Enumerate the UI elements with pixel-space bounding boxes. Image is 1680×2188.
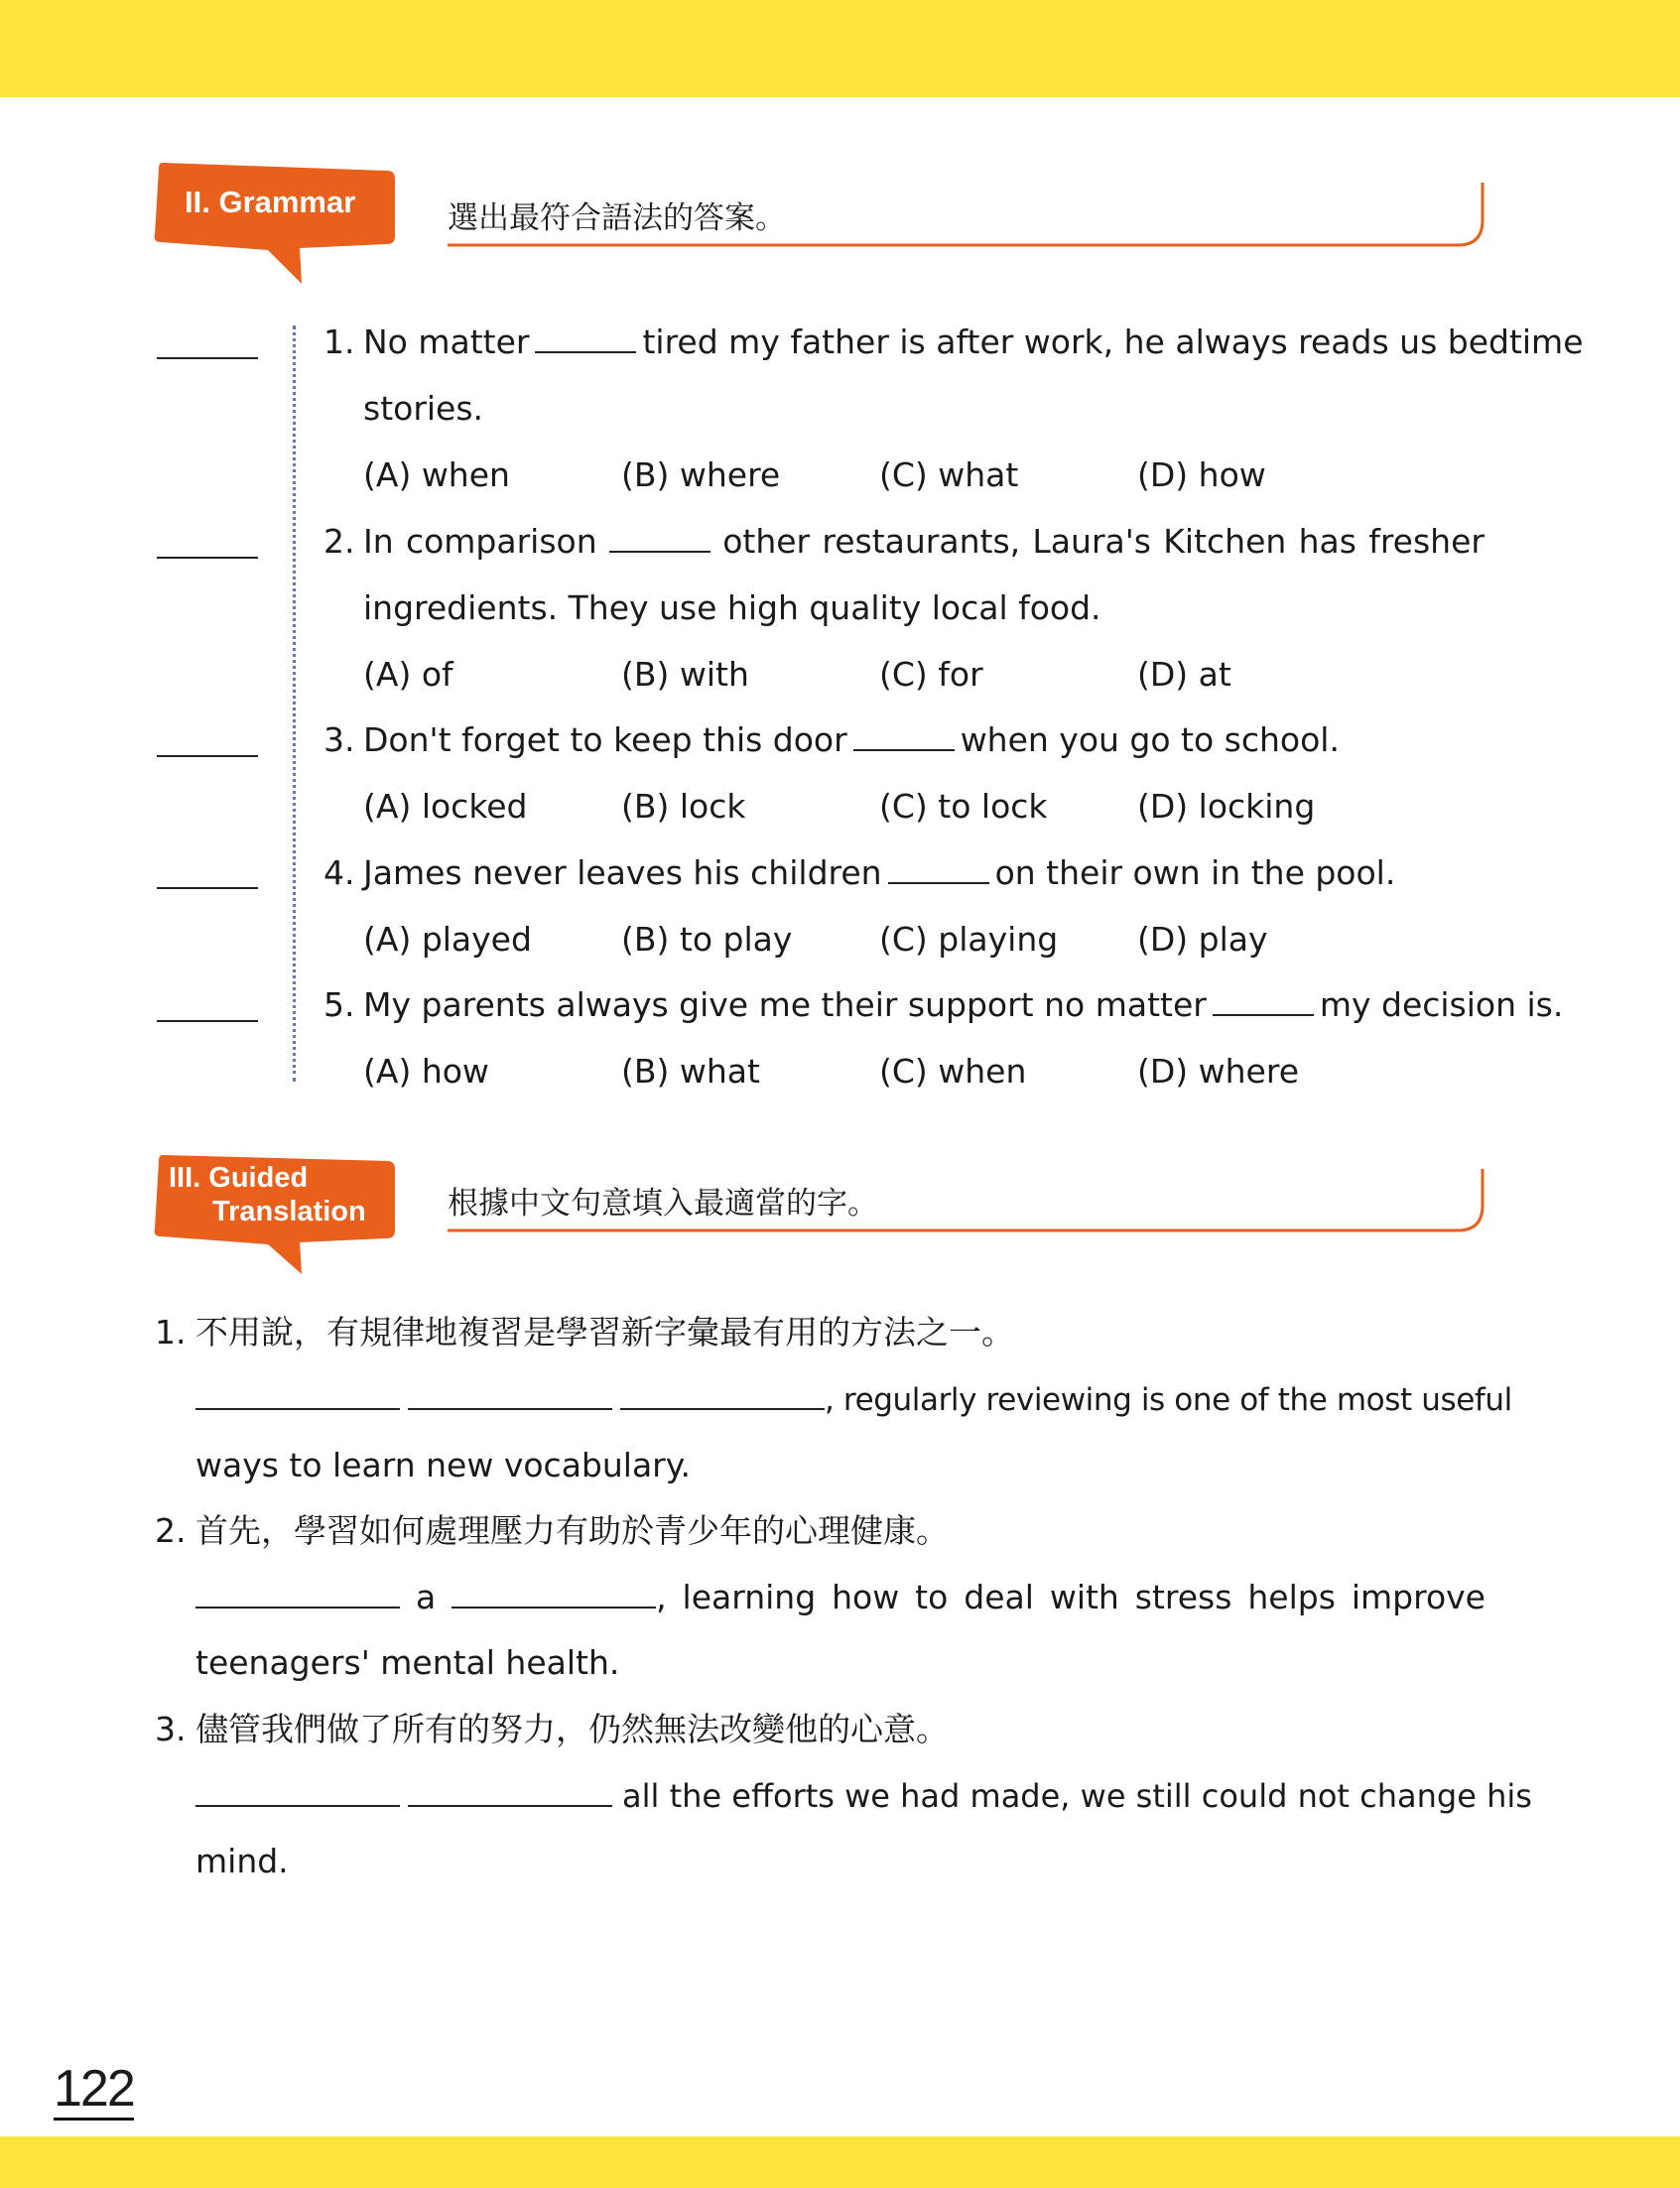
translation-tag-label-2: Translation [212, 1196, 366, 1227]
translation-text: all the efforts we had made, we still could not change his [622, 1777, 1532, 1815]
translation-3-line-1 [195, 1775, 1532, 1817]
answer-line-3[interactable] [157, 755, 258, 757]
question-text: other [722, 522, 811, 561]
option-c[interactable]: (C) to lock [879, 787, 1048, 826]
option-a[interactable]: (A) locked [363, 787, 528, 826]
fill-in-blank[interactable] [535, 322, 636, 353]
page-number: 122 [54, 2062, 134, 2121]
translation-2-line-1 [195, 1577, 1486, 1618]
translation-instruction: 根據中文句意填入最適當的字。 [448, 1186, 878, 1222]
question-text: when you go to school. [960, 720, 1340, 759]
answer-line-1[interactable] [157, 357, 258, 359]
option-c[interactable]: (C) for [879, 655, 983, 694]
translation-tag-label-1: III. Guided [169, 1162, 309, 1194]
question-text: fresher [1368, 522, 1485, 561]
option-b[interactable]: (B) with [621, 655, 749, 694]
option-a[interactable]: (A) when [363, 455, 510, 494]
option-c[interactable]: (C) what [879, 455, 1019, 494]
translation-text: helps [1247, 1578, 1336, 1616]
translation-section-tag [153, 1147, 401, 1276]
question-5-line-1 [363, 984, 1563, 1026]
question-number: 1. [323, 322, 355, 361]
option-c[interactable]: (C) when [879, 1052, 1027, 1091]
translation-1-line-2: ways to learn new vocabulary. [195, 1446, 692, 1484]
dotted-separator [293, 325, 296, 1082]
option-c[interactable]: (C) playing [879, 920, 1059, 959]
answer-line-5[interactable] [157, 1020, 258, 1022]
question-number: 4. [323, 853, 355, 892]
question-text: comparison [405, 522, 597, 561]
option-d[interactable]: (D) locking [1137, 787, 1316, 826]
translation-text: with [1049, 1578, 1119, 1616]
translation-number: 2. [155, 1511, 187, 1550]
translation-text: learning [682, 1578, 817, 1616]
translation-3-line-2: mind. [195, 1842, 289, 1880]
translation-number: 3. [155, 1710, 187, 1748]
translation-text: to [915, 1578, 949, 1616]
fill-in-blank[interactable] [408, 1378, 612, 1410]
question-4-line-1 [363, 852, 1395, 894]
bottom-banner [0, 2136, 1680, 2188]
translation-2-line-2: teenagers' mental health. [195, 1643, 620, 1682]
answer-line-4[interactable] [157, 887, 258, 889]
question-text: Laura's [1032, 522, 1151, 561]
translation-text: , [656, 1578, 667, 1616]
option-d[interactable]: (D) at [1137, 655, 1231, 694]
fill-in-blank[interactable] [195, 1775, 400, 1807]
fill-in-blank[interactable] [195, 1577, 400, 1609]
option-b[interactable]: (B) lock [621, 787, 746, 826]
fill-in-blank[interactable] [853, 719, 955, 751]
fill-in-blank[interactable] [609, 521, 711, 553]
grammar-instruction: 選出最符合語法的答案。 [448, 200, 786, 236]
grammar-tag-label: II. Grammar [185, 185, 356, 219]
question-number: 3. [323, 720, 355, 759]
top-banner [0, 0, 1680, 97]
question-number: 2. [323, 522, 355, 561]
translation-chinese: 儘管我們做了所有的努力，仍然無法改變他的心意。 [195, 1710, 949, 1748]
fill-in-blank[interactable] [620, 1378, 825, 1410]
translation-text: improve [1351, 1578, 1486, 1616]
question-text: My parents always give me their support no matter [363, 985, 1207, 1024]
question-text: has [1298, 522, 1357, 561]
question-text: James never leaves his children [363, 853, 882, 892]
translation-text: how [832, 1578, 900, 1616]
translation-text: stress [1134, 1578, 1232, 1616]
question-2-line-2: ingredients. They use high quality local food. [363, 588, 1101, 627]
fill-in-blank[interactable] [195, 1378, 400, 1410]
question-3-line-1 [363, 719, 1340, 761]
question-text: tired my father is after work, he always reads us bedtime [642, 322, 1584, 361]
question-1-line-2: stories. [363, 389, 484, 428]
option-a[interactable]: (A) of [363, 655, 453, 694]
question-text: Kitchen [1163, 522, 1287, 561]
fill-in-blank[interactable] [408, 1775, 612, 1807]
option-d[interactable]: (D) play [1137, 920, 1268, 959]
translation-chinese: 不用說，有規律地複習是學習新字彙最有用的方法之一。 [195, 1313, 1014, 1351]
question-text: on their own in the pool. [994, 853, 1396, 892]
option-b[interactable]: (B) to play [621, 920, 793, 959]
translation-number: 1. [155, 1313, 187, 1351]
tag-shape [153, 159, 401, 288]
fill-in-blank[interactable] [888, 852, 989, 884]
option-d[interactable]: (D) how [1137, 455, 1266, 494]
question-text: No matter [363, 322, 530, 361]
question-text: Don't forget to keep this door [363, 720, 847, 759]
translation-underline-rule [446, 1167, 1487, 1236]
translation-text: , regularly reviewing is one of the most useful [825, 1382, 1512, 1418]
option-d[interactable]: (D) where [1137, 1052, 1300, 1091]
fill-in-blank[interactable] [452, 1577, 656, 1609]
translation-text: deal [964, 1578, 1034, 1616]
answer-line-2[interactable] [157, 557, 258, 559]
question-text: my decision is. [1319, 985, 1564, 1024]
option-a[interactable]: (A) played [363, 920, 532, 959]
option-b[interactable]: (B) where [621, 455, 781, 494]
translation-chinese: 首先，學習如何處理壓力有助於青少年的心理健康。 [195, 1511, 949, 1550]
option-a[interactable]: (A) how [363, 1052, 489, 1091]
grammar-section-tag [153, 159, 401, 288]
question-text: restaurants, [822, 522, 1021, 561]
fill-in-blank[interactable] [1213, 984, 1314, 1016]
translation-text: a [415, 1578, 437, 1616]
question-1-line-1 [363, 322, 1584, 363]
question-number: 5. [323, 985, 355, 1024]
translation-1-line-1 [195, 1378, 1512, 1421]
grammar-underline-rule [446, 181, 1487, 250]
question-2-line-1 [363, 521, 1485, 563]
option-b[interactable]: (B) what [621, 1052, 760, 1091]
question-text: In [363, 522, 394, 561]
